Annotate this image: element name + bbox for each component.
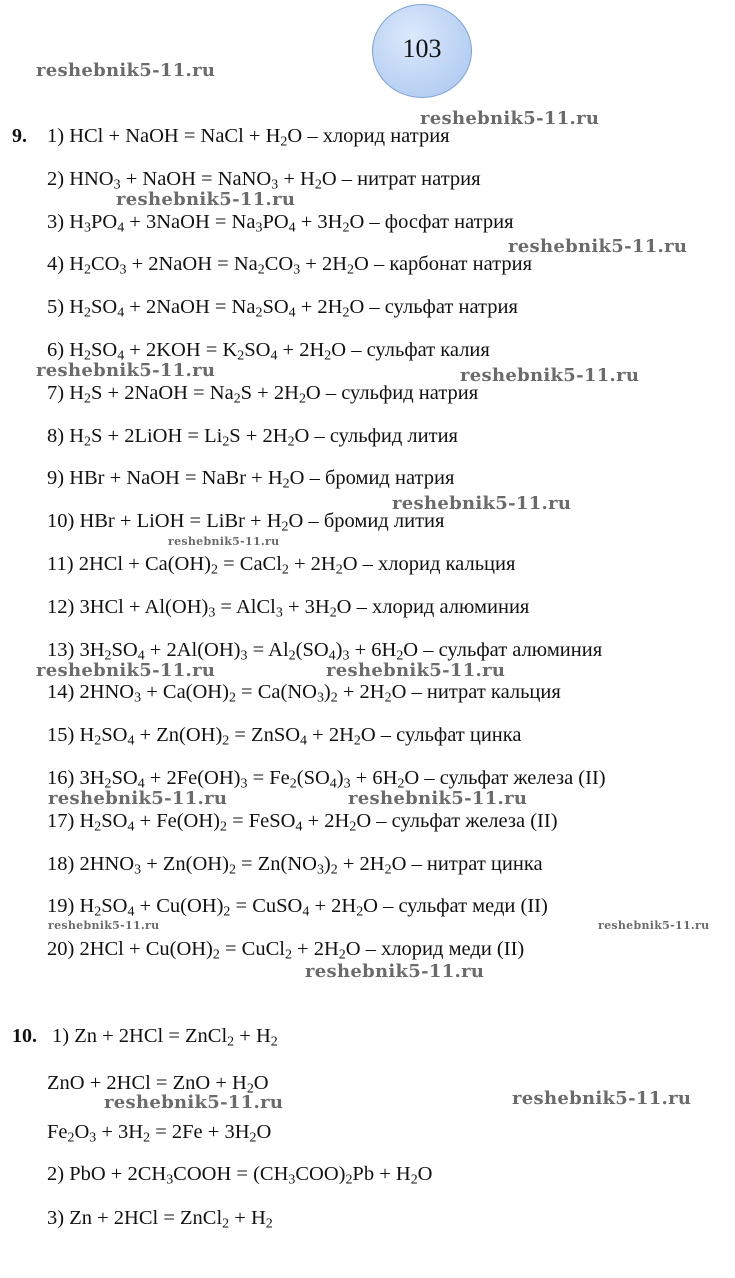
watermark: reshebnik5-11.ru [512,1088,692,1109]
equation-formula: $H_3PO_4$ + 3NaOH = $Na_3PO_4 + 3H_2O$ [69,210,365,236]
watermark: reshebnik5-11.ru [48,919,160,932]
task-9-equation [47,809,558,833]
equation-label: 9) [47,467,65,490]
equation-formula: $H_2SO_4 + Zn(OH)_2$ = ZnSO$_4$ + $2H_2O$ [79,724,376,749]
equation-formula: $H_2SO_4$ + 2NaOH = $Na_2SO_4 + 2H_2O$ [69,296,365,321]
watermark: reshebnik5-11.ru [36,360,216,381]
equation-formula: $2HNO_3 + Zn(OH)_2 = Zn(NO_3)_2 + 2H_2O$ [79,852,407,878]
task-9-equation [47,210,514,234]
equation-label: 11) [47,553,74,575]
watermark: reshebnik5-11.ru [305,961,485,982]
equation-label: 20) [47,938,75,961]
equation-product-name: – сульфат железа (II) [376,809,558,832]
page-number: 103 [402,34,442,63]
task-9-equation [47,680,561,704]
page-number-badge [372,4,472,98]
task-9-equation [47,766,606,790]
equation-label: 3) [47,210,65,233]
equation-product-name: – карбонат натрия [373,253,533,276]
equation-label: 19) [47,895,75,918]
equation-product-name: – бромид натрия [309,467,455,490]
equation-label: 14) [47,681,75,704]
equation-formula: $3H_2SO_4 + 2Al(OH)_3 = Al_2(SO_4)_3 + 6H_2O$ [79,638,419,664]
equation-formula: $2HCl + Cu(OH)_2$ = CuCl$_2$ + $2H_2O$ [79,938,361,963]
task-9-equation [47,552,515,576]
equation-label: 10) [47,510,75,533]
watermark: reshebnik5-11.ru [420,108,600,129]
task-9-equation [47,937,524,961]
equation-formula: $3H_2SO_4 + 2Fe(OH)_3 = Fe_2(SO_4)_3 + 6H_2O$ [79,767,420,792]
equation-formula: $H_2SO_4 + 2KOH = K_2SO_4 + 2H_2O$ [69,339,347,364]
equation-product-name: – хлорид натрия [307,125,450,147]
equation-formula: $H_2CO_3$ + 2NaOH = $Na_2CO_3 + 2H_2O$ [69,253,369,278]
equation-label: 8) [47,424,65,447]
task-9-equation [47,124,450,148]
task-10-equation: 2) PbO + $2CH_3COOH = (CH_3COO)_2Pb + H_2O$ [47,1163,433,1188]
equation-label: 13) [47,638,75,661]
equation-product-name: – фосфат натрия [369,210,514,233]
equation-product-name: – сульфат алюминия [423,638,603,661]
watermark: reshebnik5-11.ru [116,189,296,210]
watermark: reshebnik5-11.ru [104,1092,284,1113]
watermark: reshebnik5-11.ru [36,660,216,681]
equation-formula: $HNO_3$ + NaOH = NaNO$_3$ + $H_2O$ [69,167,337,193]
equation-formula: HCl + NaOH = NaCl + $H_2O$ [69,125,303,150]
equation-formula: $H_2S$ + 2NaOH = $Na_2S + 2H_2O$ [69,381,321,407]
equation-label: 1) [47,125,65,147]
equation-product-name: – хлорид меди (II) [365,938,525,961]
equation-product-name: – нитрат цинка [411,852,543,875]
equation-product-name: – хлорид алюминия [356,595,530,618]
equation-formula: $3HCl + Al(OH)_3$ = AlCl$_3$ + $3H_2O$ [79,595,352,621]
task-9-equation [47,167,481,191]
task-9-equation [47,595,529,619]
equation-formula: HBr + LiOH = LiBr + $H_2O$ [79,510,304,535]
task-10-equation: 3) Zn + 2HCl = ZnCl$_2$ + $H_2$ [47,1207,273,1232]
watermark: reshebnik5-11.ru [348,788,528,809]
equation-product-name: – сульфат калия [351,339,490,361]
task-9-equation [47,252,532,276]
watermark: reshebnik5-11.ru [460,365,640,386]
task-9-equation [47,509,444,533]
task-9-equation [47,852,543,876]
equation-product-name: – хлорид кальция [362,553,516,575]
equation-product-name: – сульфат цинка [380,724,522,747]
equation-product-name: – нитрат кальция [411,681,561,704]
task-9-number: 9. [12,125,27,147]
equation-label: 7) [47,381,65,404]
task-10-equation: $Fe_2O_3 + 3H_2 = 2Fe + 3H_2O$ [47,1121,272,1146]
equation-product-name: – сульфат железа (II) [424,767,606,789]
equation-product-name: – сульфид натрия [325,381,479,404]
equation-product-name: – сульфат натрия [369,296,518,319]
task-9-equation [47,638,602,662]
equation-formula: $2HCl + Ca(OH)_2$ = CaCl$_2$ + $2H_2O$ [78,553,358,578]
equation-product-name: – сульфат меди (II) [383,895,548,918]
equation-formula: $2HNO_3 + Ca(OH)_2 = Ca(NO_3)_2 + 2H_2O$ [79,681,407,706]
equation-label: 16) [47,767,75,789]
equation-label: 12) [47,595,75,618]
equation-product-name: – нитрат натрия [341,167,481,190]
task-10-equation: ZnO + 2HCl = ZnO + $H_2O$ [47,1072,269,1097]
equation-label: 6) [47,339,65,361]
task-10-equation: 1) Zn + 2HCl = ZnCl$_2$ + $H_2$ [52,1025,278,1050]
watermark: reshebnik5-11.ru [392,493,572,514]
watermark: reshebnik5-11.ru [326,660,506,681]
watermark: reshebnik5-11.ru [48,788,228,809]
watermark: reshebnik5-11.ru [36,60,216,81]
equation-formula: $H_2SO_4 + Fe(OH)_2$ = FeSO$_4$ + $2H_2O$ [79,809,372,835]
equation-product-name: – сульфид лития [314,424,458,447]
task-9-equation [47,338,490,362]
equation-label: 18) [47,852,75,875]
task-10-number: 10. [12,1025,37,1047]
task-9-equation [47,466,454,490]
task-9-equation [47,381,478,405]
equation-label: 4) [47,253,65,276]
watermark: reshebnik5-11.ru [508,236,688,257]
equation-formula: $H_2S$ + 2LiOH = $Li_2S + 2H_2O$ [69,424,310,450]
equation-label: 5) [47,296,65,319]
equation-label: 17) [47,809,75,832]
task-9-equation [47,894,548,918]
watermark: reshebnik5-11.ru [598,919,710,932]
task-9-equation [47,424,458,448]
watermark: reshebnik5-11.ru [168,535,280,548]
equation-label: 2) [47,167,65,190]
task-9-equation [47,295,518,319]
equation-label: 15) [47,724,75,747]
task-9-equation [47,723,522,747]
equation-formula: $H_2SO_4 + Cu(OH)_2$ = CuSO$_4$ + $2H_2O$ [79,895,378,920]
equation-formula: HBr + NaOH = NaBr + $H_2O$ [69,467,305,492]
equation-product-name: – бромид лития [308,510,445,533]
